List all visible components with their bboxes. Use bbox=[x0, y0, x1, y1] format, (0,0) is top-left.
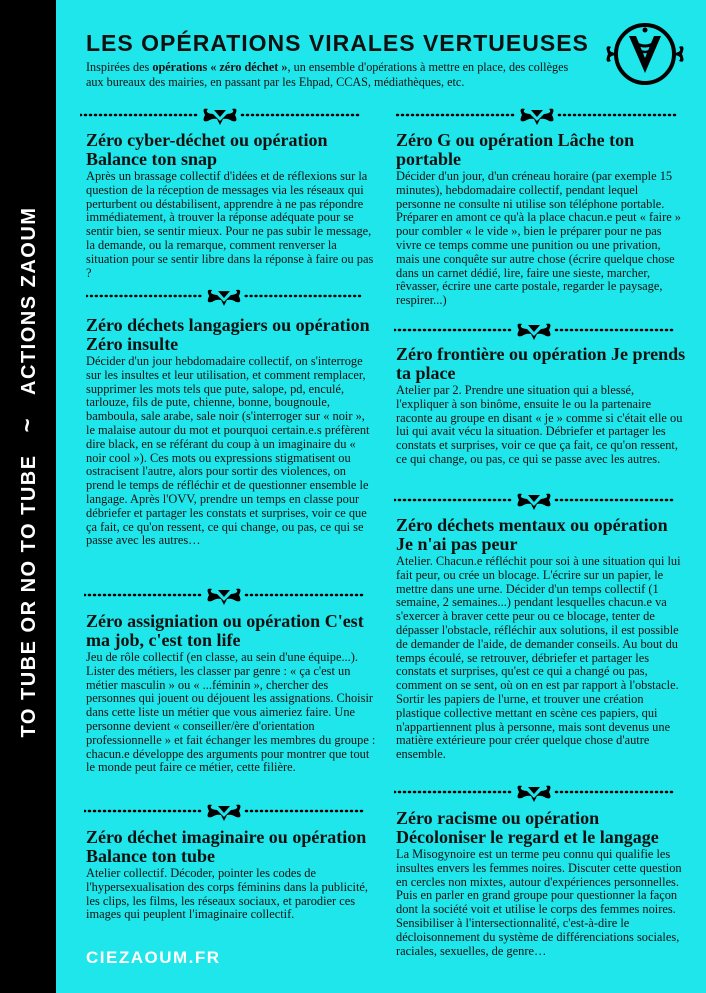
website-link[interactable]: CIEZAOUM.FR bbox=[86, 948, 221, 967]
ornament-divider-icon bbox=[396, 103, 678, 127]
section-title: Zéro déchets langagiers ou opération Zéro insulte bbox=[86, 315, 370, 354]
section-body: Décider d'un jour, d'un créneau horaire (par exemple 15 minutes), hebdomadaire collectif, pendant lequel personne ne consulte ni utilise son téléphone portable. Préparer en amont ce qu'à la place chacun.e peut « faire » pour combler « le vide », bien le préparer pour ne pas vivre ce temps comme une punition ou une privation, mais une conquête sur autre chose (écrire quelque chose dans un carnet dédié, lire, faire une sieste, marcher, rêvasser, écrire une carte postale, regarder le paysage, respirer...) bbox=[396, 169, 682, 308]
section-title: Zéro G ou opération Lâche ton portable bbox=[396, 130, 635, 169]
section-zero-frontiere bbox=[396, 345, 686, 467]
section-title: Zéro déchet imaginaire ou opération Balance ton tube bbox=[86, 827, 367, 866]
intro-bold: opérations « zéro déchet » bbox=[152, 60, 288, 74]
ornament-divider-icon bbox=[394, 488, 674, 512]
section-dechet-imaginaire bbox=[86, 828, 376, 922]
section-dechets-mentaux bbox=[396, 516, 686, 762]
side-banner-text bbox=[14, 207, 42, 738]
section-body: Atelier. Chacun.e réfléchit pour soi à une situation qui lui fait peur, ou crée un blocage. L'écrire sur un papier, le mettre dans une urne. Décider d'un temps collectif (1 semaine, 2 semaines...) pendant lesquelles chacun.e va s'exercer à braver cette peur ou ce blocage, tenter de dépasser l'obstacle, réfléchir aux solutions, il est possible de demander de l'aide, de demander conseils. Au bout du temps écoulé, se retrouver, débriefer et partager les constats et surprises, qu'est ce qui a changé ou pas, comment on se sent, où on en est par rapport à l'obstacle. Sortir les papiers de l'urne, et trouver une création plastique collective mettant en scène ces papiers, qui n'appartiennent plus à personne, mais sont devenus une matière extérieure pour créer quelque chose d'autre ensemble. bbox=[396, 554, 681, 762]
intro-after: , un ensemble d'opérations à mettre en place, des collèges aux bureaux des mairies, en passant par les Ehpad, CCAS, médiathèques, etc. bbox=[86, 60, 569, 89]
side-banner-part1: TO TUBE OR NO TO TUBE bbox=[18, 454, 40, 738]
section-zero-racisme bbox=[396, 809, 686, 958]
section-zero-g bbox=[396, 131, 686, 308]
ornament-divider-icon bbox=[84, 583, 364, 607]
side-banner bbox=[0, 0, 56, 993]
side-banner-separator: ~ bbox=[14, 416, 41, 433]
section-title: Zéro déchets mentaux ou opération Je n'ai pas peur bbox=[396, 515, 668, 554]
zaoum-emblem-icon bbox=[602, 16, 688, 92]
ornament-divider-icon bbox=[84, 799, 364, 823]
section-title: Zéro frontière ou opération Je prends ta place bbox=[396, 344, 686, 383]
section-body: Décider d'un jour hebdomadaire collectif, on s'interroge sur les insultes et leur utilisation, et comment remplacer, supprimer les mots tels que pute, salope, pd, enculé, tarlouze, fils de pute, chienne, bonne, bougnoule, bamboula, sale arabe, sale noir (s'interroger sur « noir », le malaise autour du mot et pourquoi certain.e.s préfèrent dire black, en se référant du coup à un imaginaire du « noir cool »). Ces mots ou expressions stigmatisent ou ostracisent l'autre, alors pour sortir des violences, on prend le temps de réfléchir et de questionner ensemble le langage. Après l'OVV, prendre un temps en classe pour débriefer et partager les constats et surprises, voir ce que ça fait, ce qu'on ressent, ce qui change, ou pas, ce qui se passe avec les autres… bbox=[86, 354, 370, 548]
section-title: Zéro cyber-déchet ou opération Balance ton snap bbox=[86, 130, 328, 169]
section-assignation bbox=[86, 612, 376, 775]
ornament-divider-icon bbox=[80, 103, 360, 127]
intro-before: Inspirées des bbox=[86, 60, 153, 74]
section-body: Jeu de rôle collectif (en classe, au sein d'une équipe...). Lister des métiers, les classer par genre : « ça c'est un métier masculin » ou « ...féminin », chercher des personnes qui jouent ou déjouent les assignations. Choisir dans cette liste un métier que vous aimeriez faire. Une personne devient « conseiller/ère d'orientation professionnelle » et fait échanger les membres du groupe : chacun.e développe des arguments pour montrer que tout le monde peut faire ce métier, cette filière. bbox=[86, 650, 376, 775]
section-title: Zéro assigniation ou opération C'est ma job, c'est ton life bbox=[86, 611, 364, 650]
section-dechets-langagiers bbox=[86, 316, 376, 548]
side-banner-part2: ACTIONS ZAOUM bbox=[18, 206, 40, 395]
section-body: La Misogynoire est un terme peu connu qui qualifie les insultes envers les femmes noires. Discuter cette question en cercles non mixtes, autour d'expériences personnelles. Puis en parler en grand groupe pour questionner la façon dont la société voit et utilise le corps des femmes noires. Sensibiliser à l'intersectionnalité, c'est-à-dire le décloisonnement du système de différenciations sociales, raciales, sexuelles, de genre… bbox=[396, 847, 682, 958]
ornament-divider-icon bbox=[394, 780, 674, 804]
section-body: Atelier collectif. Décoder, pointer les codes de l'hypersexualisation des corps féminins dans la publicité, les clips, les films, les réseaux sociaux, et parodier ces images qui peuplent l'imaginaire collectif. bbox=[86, 866, 368, 922]
section-title: Zéro racisme ou opération Décoloniser le regard et le langage bbox=[396, 808, 659, 847]
section-cyber-dechet bbox=[86, 131, 376, 280]
section-body: Après un brassage collectif d'idées et de réflexions sur la question de la réception de messages via les réseaux qui perturbent ou déstabilisent, apprendre à ne pas répondre immédiatement, à trouver la réponse adéquate pour se sentir bien, se sentir mieux. Pour ne pas subir le message, la demande, ou la remarque, comment renverser la situation pour se sentir libre dans la réponse à faire ou pas ? bbox=[86, 169, 374, 280]
ornament-divider-icon bbox=[394, 318, 674, 342]
section-body: Atelier par 2. Prendre une situation qui a blessé, l'expliquer à son binôme, ensuite le ou la partenaire raconte au groupe en disant « je » comme si c'était elle ou lui qui avait vécu la situation. Débriefer et partager les constats et surprises, voir ce que ça fait, ce qu'on ressent, ce qui change, ou pas, ce qui se passe avec les autres. bbox=[396, 383, 683, 466]
intro-text bbox=[86, 60, 586, 90]
ornament-divider-icon bbox=[86, 284, 362, 308]
page-title: LES OPÉRATIONS VIRALES VERTUEUSES bbox=[86, 30, 589, 56]
